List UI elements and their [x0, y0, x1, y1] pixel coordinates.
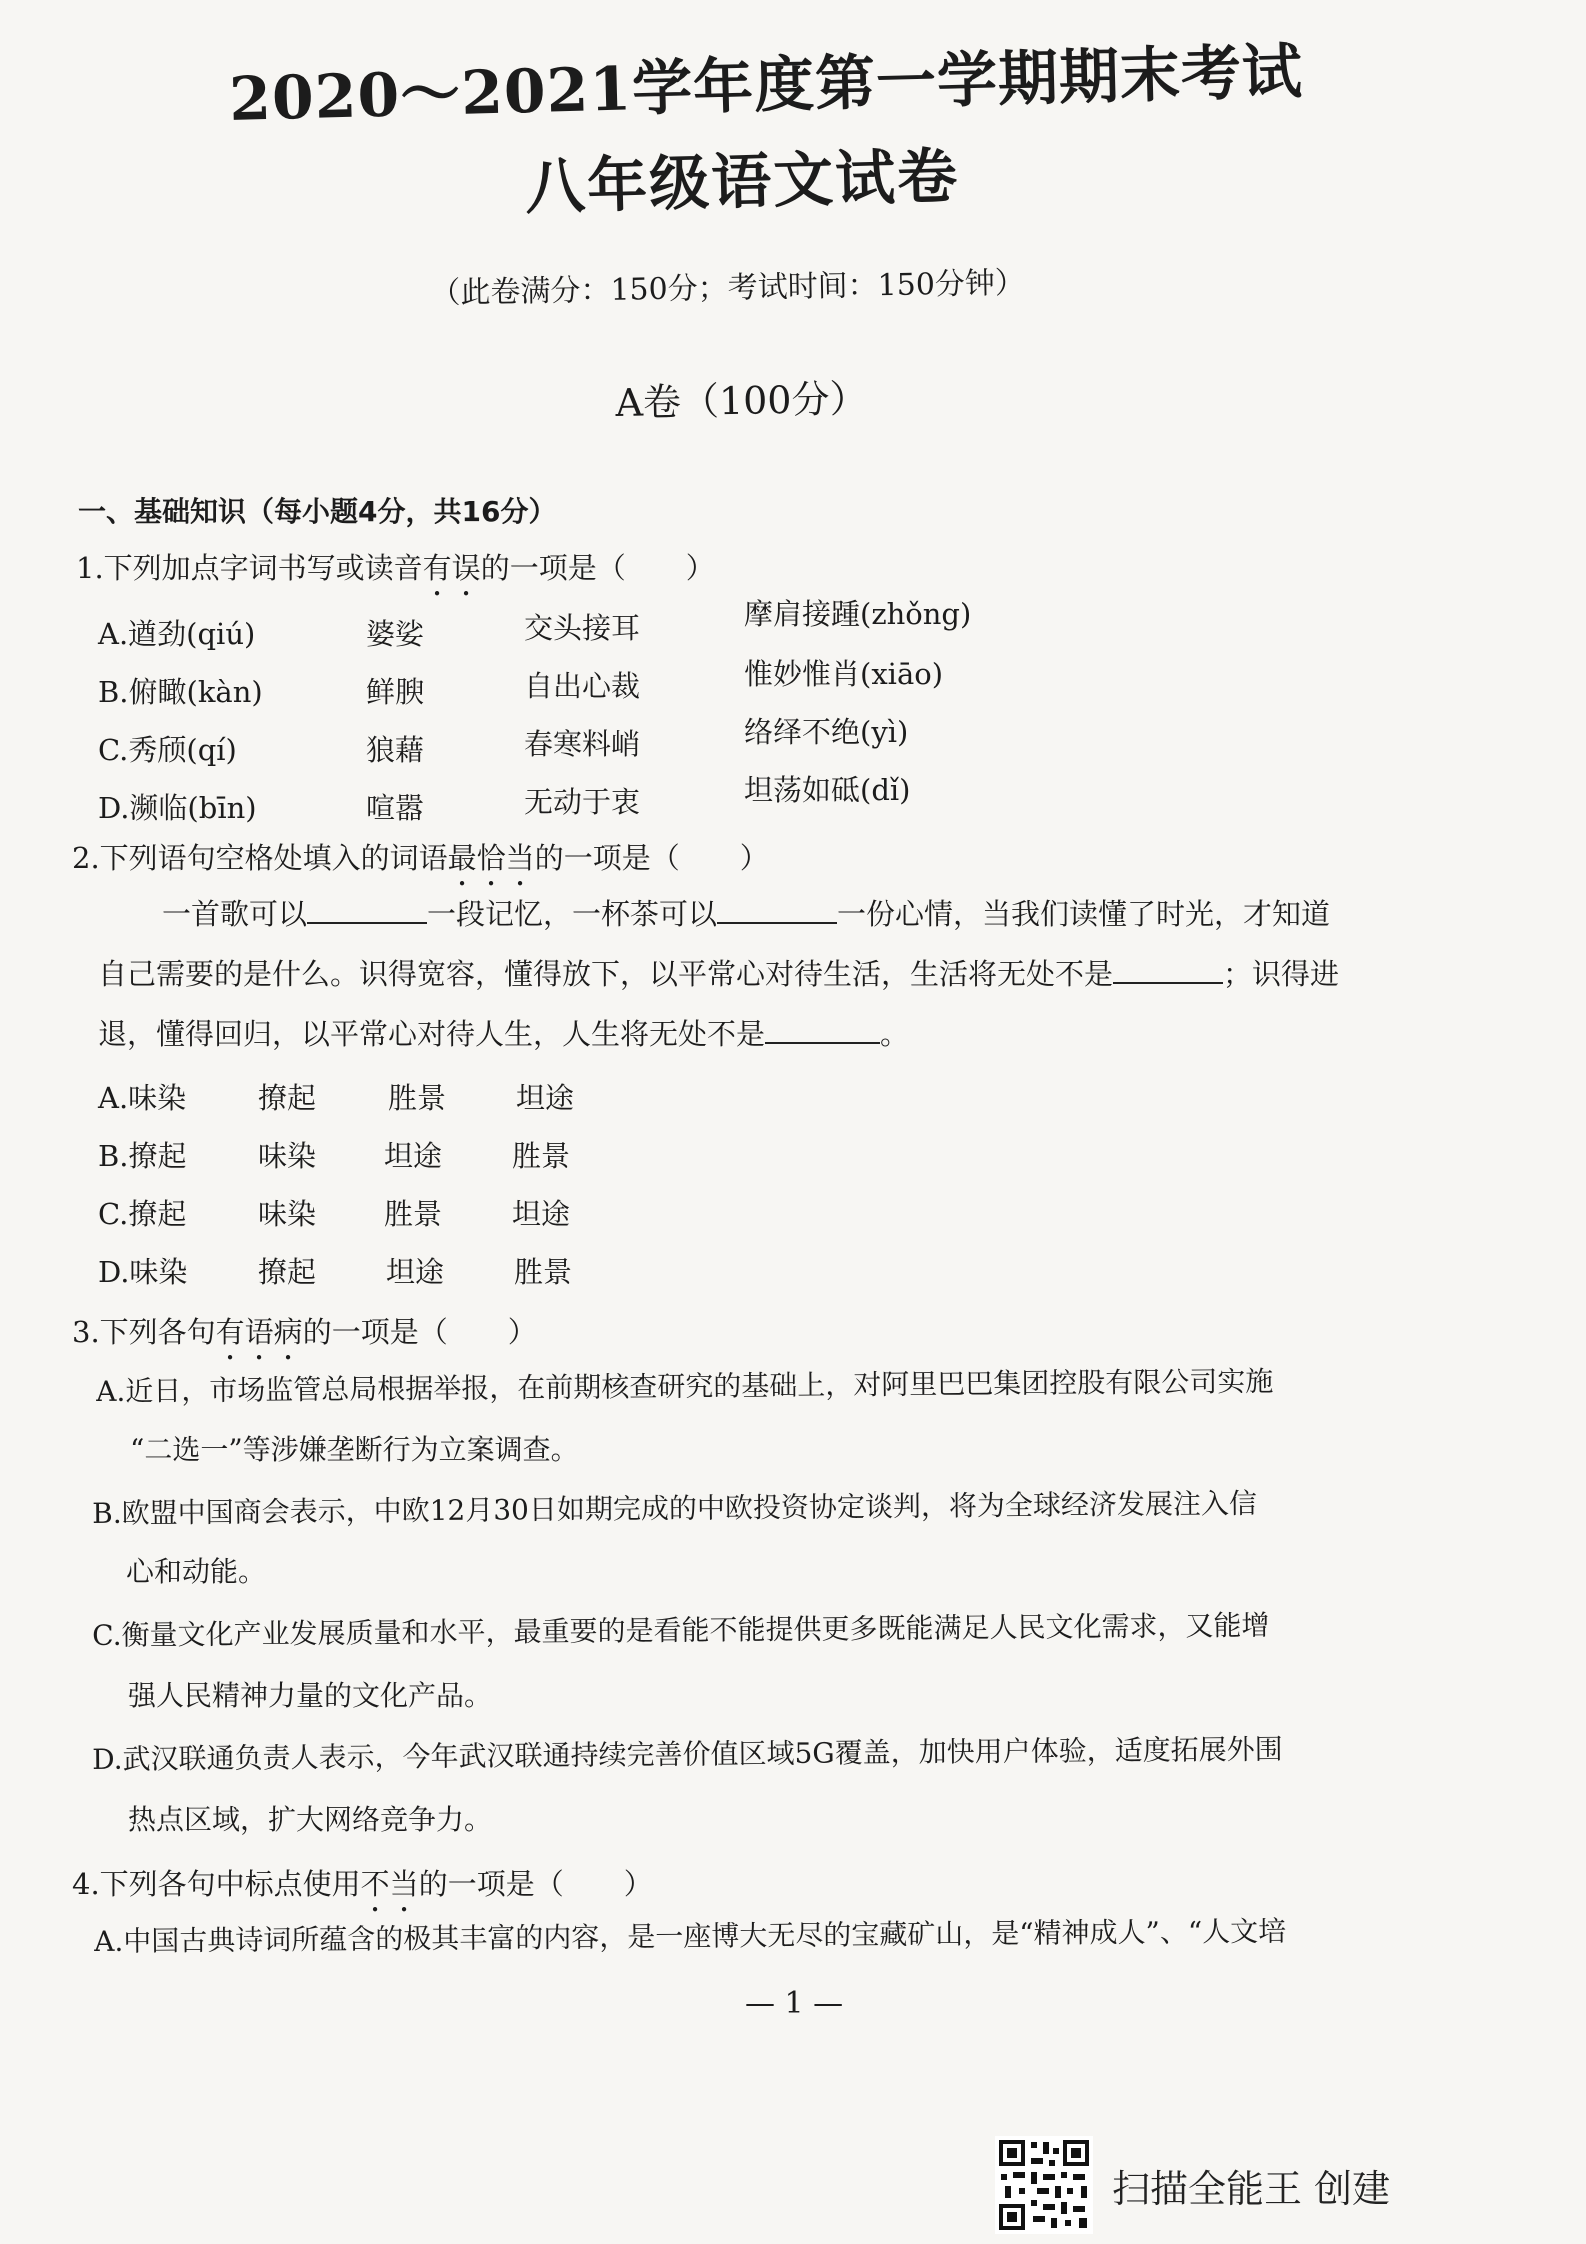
q3-stem-close: ） — [507, 1315, 537, 1349]
q2-option-a-4: 坦途 — [516, 1081, 575, 1115]
q1-option-b-4: 惟妙惟肖(xiāo) — [744, 657, 944, 691]
q2-option-d-4: 胜景 — [514, 1255, 573, 1289]
q2-option-c-2: 味染 — [258, 1197, 317, 1231]
q2-option-c-1: C.撩起 — [98, 1197, 187, 1231]
q2-option-c-3: 胜景 — [384, 1197, 443, 1231]
q1-option-b-1: B.俯瞰(kàn) — [98, 675, 263, 709]
q1-option-c-3: 春寒料峭 — [524, 727, 641, 761]
q2-option-d-3: 坦途 — [386, 1255, 445, 1289]
q1-option-d-1: D.濒临(bīn) — [98, 791, 257, 825]
q1-option-c-4: 络绎不绝(yì) — [744, 715, 909, 749]
q1-stem — [76, 546, 715, 603]
q3-stem-post: 的一项是（ — [302, 1315, 448, 1349]
q4-stem-close: ） — [623, 1867, 653, 1901]
q3-option-a-line1: A.近日，市场监管总局根据举报，在前期核查研究的基础上，对阿里巴巴集团控股有限公司实施 — [96, 1364, 1274, 1408]
q2-stem-pre: 2.下列语句空格处填入的词语 — [72, 841, 448, 875]
section-a-heading: A卷（100分） — [615, 376, 868, 425]
q2-option-b-2: 味染 — [258, 1139, 317, 1173]
q3-option-a-line2: “二选一”等涉嫌垄断行为立案调查。 — [130, 1433, 579, 1466]
q1-option-d-4: 坦荡如砥(dǐ) — [744, 773, 911, 807]
q1-option-d-3: 无动于衷 — [524, 785, 641, 819]
q2-passage-line2 — [98, 952, 1339, 993]
q3-option-d-line1: D.武汉联通负责人表示，今年武汉联通持续完善价值区域5G覆盖，加快用户体验，适度拓展外围 — [92, 1732, 1283, 1776]
scanner-watermark-text: 扫描全能王 创建 — [1112, 2167, 1391, 2211]
q3-stem — [72, 1310, 537, 1367]
q1-option-c-1: C.秀颀(qí) — [98, 733, 237, 767]
q3-option-c-line1: C.衡量文化产业发展质量和水平，最重要的是看能不能提供更多既能满足人民文化需求，又能增 — [92, 1608, 1270, 1652]
q2-option-b-4: 胜景 — [512, 1139, 571, 1173]
q1-stem-emphasis: 有误 — [422, 551, 481, 585]
q2-option-b-3: 坦途 — [384, 1139, 443, 1173]
blank-line — [307, 898, 427, 924]
blank-line — [717, 898, 837, 924]
score-info: （此卷满分：150分；考试时间：150分钟） — [430, 265, 1026, 311]
q2-text: 一段记忆，一杯茶可以 — [427, 897, 718, 931]
blank-line — [1113, 958, 1223, 984]
q3-stem-pre: 3.下列各句 — [72, 1315, 216, 1349]
q3-option-b-line2: 心和动能。 — [126, 1555, 267, 1588]
exam-title-line2: 八年级语文试卷 — [524, 141, 961, 223]
q1-option-a-1: A.遒劲(qiú) — [98, 617, 256, 651]
qr-code-graphic — [995, 2136, 1093, 2234]
q2-text: 自己需要的是什么。识得宽容，懂得放下，以平常心对待生活，生活将无处不是 — [98, 957, 1114, 991]
q3-option-d-line2: 热点区域，扩大网络竞争力。 — [128, 1803, 493, 1836]
q2-text: 。 — [880, 1017, 910, 1051]
q4-option-a-line1: A.中国古典诗词所蕴含的极其丰富的内容，是一座博大无尽的宝藏矿山，是“精神成人”、“人文培 — [94, 1914, 1287, 1958]
q3-stem-emphasis: 有语病 — [215, 1315, 303, 1349]
q4-stem-post: 的一项是（ — [418, 1867, 564, 1901]
q2-option-d-2: 撩起 — [258, 1255, 317, 1289]
q2-stem-post: 的一项是（ — [534, 841, 680, 875]
q2-text: ；识得进 — [1223, 957, 1340, 991]
q4-stem-emphasis: 不当 — [360, 1867, 419, 1901]
q1-option-a-4: 摩肩接踵(zhǒng) — [744, 597, 972, 631]
q2-text: 退，懂得回归，以平常心对待人生，人生将无处不是 — [98, 1017, 766, 1051]
q3-option-c-line2: 强人民精神力量的文化产品。 — [128, 1679, 493, 1712]
q1-option-b-3: 自出心裁 — [524, 669, 641, 703]
section1-heading: 一、基础知识（每小题4分，共16分） — [78, 495, 557, 528]
q1-stem-post: 的一项是（ — [480, 551, 626, 585]
q2-stem-close: ） — [739, 841, 769, 875]
q2-text: 一份心情，当我们读懂了时光，才知道 — [837, 897, 1331, 931]
q2-passage-line1 — [162, 892, 1330, 933]
q2-option-a-2: 撩起 — [258, 1081, 317, 1115]
q2-stem — [72, 836, 769, 893]
q1-stem-pre: 1.下列加点字词书写或读音 — [76, 551, 423, 585]
q2-stem-emphasis: 最恰当 — [447, 841, 535, 875]
q1-option-a-2: 婆娑 — [366, 617, 425, 651]
q1-option-c-2: 狼藉 — [366, 733, 425, 767]
q2-option-a-3: 胜景 — [388, 1081, 447, 1115]
q4-stem — [72, 1862, 653, 1919]
q4-stem-pre: 4.下列各句中标点使用 — [72, 1867, 361, 1901]
q2-text: 一首歌可以 — [162, 897, 308, 931]
q3-option-b-line1: B.欧盟中国商会表示，中欧12月30日如期完成的中欧投资协定谈判，将为全球经济发展注入信 — [92, 1486, 1258, 1530]
q1-option-b-2: 鲜腴 — [366, 675, 425, 709]
q1-option-d-2: 喧嚣 — [366, 791, 425, 825]
exam-title-line1: 2020～2021学年度第一学期期末考试 — [228, 36, 1304, 135]
q2-option-a-1: A.味染 — [98, 1081, 187, 1115]
page-number: — 1 — — [745, 1986, 844, 2021]
q1-stem-close: ） — [685, 551, 715, 585]
blank-line — [765, 1018, 880, 1044]
q1-option-a-3: 交头接耳 — [524, 611, 641, 645]
qr-code-icon — [995, 2136, 1093, 2234]
q2-passage-line3 — [98, 1012, 909, 1053]
q2-option-b-1: B.撩起 — [98, 1139, 187, 1173]
q2-option-c-4: 坦途 — [512, 1197, 571, 1231]
q2-option-d-1: D.味染 — [98, 1255, 188, 1289]
